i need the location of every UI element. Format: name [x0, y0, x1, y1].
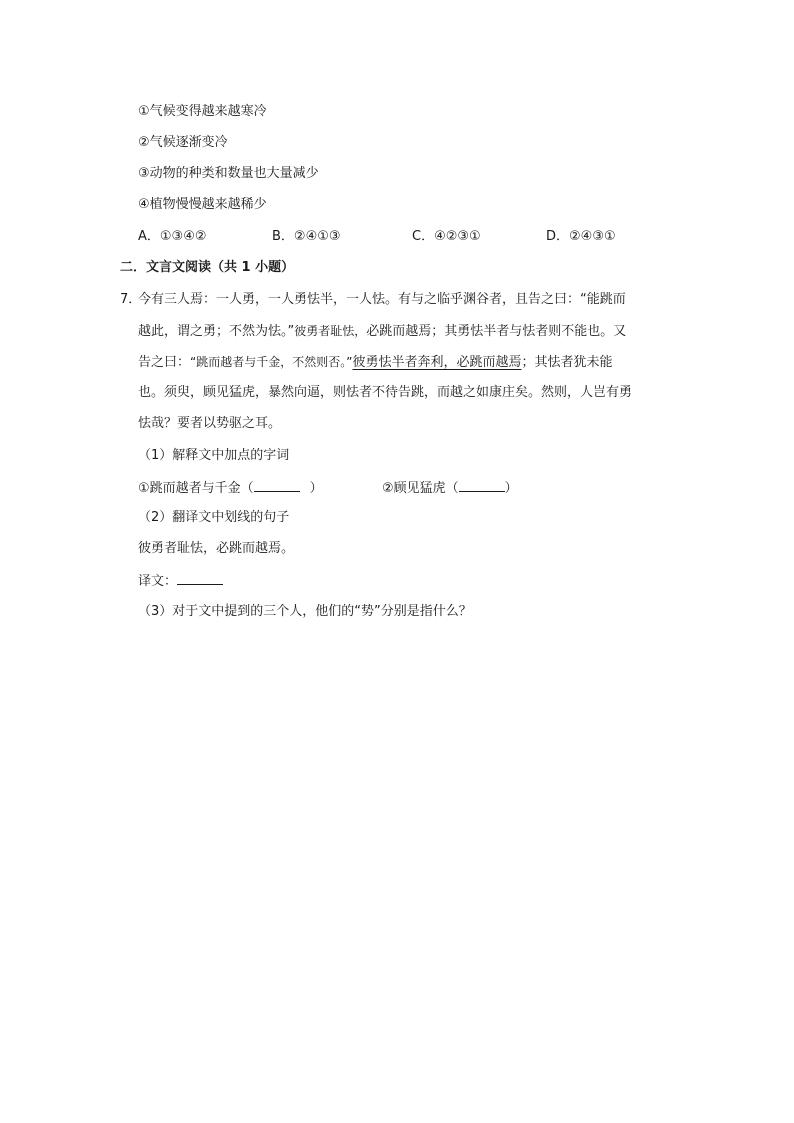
option-item-2: ②气候逐渐变冷	[138, 135, 228, 150]
passage-line-1: 今有三人焉：一人勇，一人勇怯半，一人怯。有与之临乎渊谷者，且告之曰：“能跳而	[138, 292, 626, 307]
item-prefix: ①跳而越者与千金（	[138, 481, 254, 496]
passage-line-4: 也。须臾，顾见猛虎，暴然向逼，则怯者不待告跳，而越之如康庄矣。然则，人岂有勇	[138, 385, 633, 400]
choice-letter: B．	[272, 229, 294, 244]
choice-value: ②④③①	[569, 229, 616, 244]
answer-blank[interactable]	[459, 477, 505, 492]
choice-d	[546, 227, 616, 247]
choice-value: ④②③①	[434, 229, 481, 244]
choice-value: ①③④②	[159, 229, 207, 244]
passage-line-2	[138, 321, 626, 342]
question-number: 7．	[120, 292, 142, 307]
passage-line-3	[138, 352, 612, 373]
option-item-4: ④植物慢慢越来越稀少	[138, 197, 267, 212]
passage-segment: 告之曰：	[138, 355, 191, 370]
choice-value: ②④①③	[293, 229, 341, 244]
sub-question-2-answer	[138, 570, 223, 592]
choice-letter: D．	[546, 229, 570, 244]
sub-question-1-item-b	[382, 477, 518, 499]
passage-segment: 必跳而越焉；其勇怯半者与怯者则不能也。又	[366, 324, 627, 339]
choice-letter: C．	[412, 229, 435, 244]
sub-question-1-label: （1）解释文中加点的字词	[138, 448, 290, 463]
item-prefix: ②顾见猛虎（	[382, 481, 459, 496]
item-suffix: ）	[309, 481, 323, 496]
passage-segment: ；其怯者犹未能	[521, 355, 613, 370]
choice-b	[272, 227, 341, 247]
answer-prefix: 译文：	[138, 574, 178, 589]
section-title: 二．文言文阅读（共 1 小题）	[120, 260, 295, 275]
sub-question-1-item-a	[138, 477, 323, 499]
passage-line-5: 怯哉？要者以势驱之耳。	[138, 416, 282, 431]
option-item-1: ①气候变得越来越寒冷	[138, 104, 267, 119]
passage-segment-small: “跳而越者与千金，不然则否。”	[190, 355, 353, 369]
answer-blank[interactable]	[177, 570, 223, 585]
answer-blank[interactable]	[254, 477, 300, 492]
choice-c	[412, 227, 481, 247]
choice-a	[138, 227, 207, 247]
passage-segment-small: 彼勇者耻怯，	[294, 324, 367, 338]
item-suffix: ）	[504, 481, 518, 496]
sub-question-2-sentence: 彼勇者耻怯，必跳而越焉。	[138, 541, 295, 556]
passage-segment: 越此，谓之勇；不然为怯。”	[138, 324, 295, 339]
choice-letter: A．	[138, 229, 160, 244]
sub-question-3-label: （3）对于文中提到的三个人，他们的“势”分别是指什么？	[138, 604, 472, 619]
underlined-sentence: 彼勇怯半者奔利，必跳而越焉	[352, 355, 522, 370]
option-item-3: ③动物的种类和数量也大量减少	[138, 166, 319, 181]
sub-question-2-label: （2）翻译文中划线的句子	[138, 510, 290, 525]
